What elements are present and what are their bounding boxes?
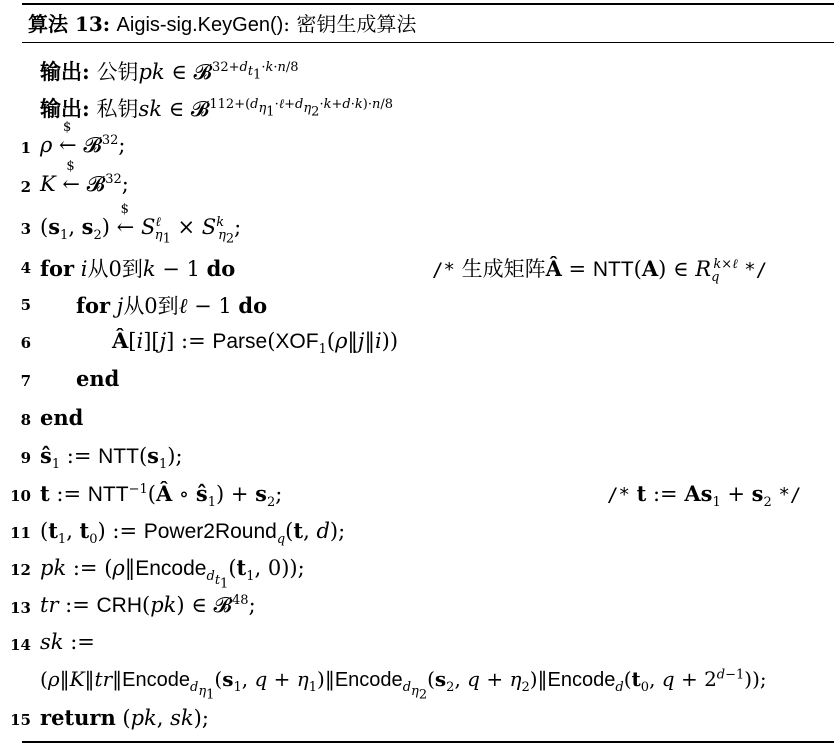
line-code: t := $NTT^{-1}(Â$ ∘ $ŝ_1) + s_2$; — [40, 481, 283, 511]
line-number: 6 — [20, 334, 31, 352]
line-code: sk := — [40, 630, 95, 654]
line-code: ρ ← $ 𝓑$^{32}$; — [40, 120, 126, 157]
line-code: ($\rho‖K‖tr‖Encode_{d_{\eta_1}}(s_1$, $q + \eta_1)‖Encode_{d_{\eta_2}}(s_2$, $q + \eta_2)‖Encode_d(t_0$, $q + 2^{d-1}$)); — [40, 667, 767, 703]
line-number: 14 — [10, 636, 31, 654]
line-code: Â[i][j] := $Parse(XOF_1(\rho‖j‖i))$ — [112, 328, 399, 358]
title-rule — [22, 42, 834, 43]
line-code: ($s_1$, $s_2$) ← $ $S^\ell_{\eta_1} \times S^k_{\eta_2}$; — [40, 202, 242, 247]
line-number: 5 — [20, 296, 31, 314]
top-rule — [22, 3, 834, 5]
line-code: end — [76, 366, 120, 391]
line-code: $ŝ_1$ := $NTT(s_1)$; — [40, 443, 183, 473]
line-number: 8 — [20, 411, 31, 429]
line-code: return (pk, sk); — [40, 705, 209, 730]
line-number: 9 — [20, 449, 31, 467]
line-code: pk := ($\rho‖Encode_{d_{t_1}}(t_1$, 0)); — [40, 555, 305, 592]
line-comment: /* t := $As_1 + s_2$ */ — [607, 481, 802, 511]
output-text: 公钥pk ∈ 𝓑$^{32+d_{t_1}\cdot k\cdot n/8}$ — [96, 60, 299, 84]
line-code: for i从0到k − 1 do — [40, 256, 236, 281]
output-label: 输出: — [40, 59, 90, 84]
algorithm-title — [28, 8, 416, 37]
line-comment: /* 生成矩阵Â = NTT(A) ∈ $R_q^{k\times\ell}$ */ — [432, 256, 768, 286]
line-number: 13 — [10, 599, 31, 617]
line-code: end — [40, 405, 84, 430]
line-code: ($t_1$, $t_0$) := Power2Round$_q$(t, d); — [40, 518, 346, 548]
algorithm-name: Aigis-sig.KeyGen() — [116, 14, 284, 36]
algorithm-label: 算法 13: — [28, 12, 111, 36]
line-number: 10 — [10, 487, 31, 505]
line-number: 11 — [10, 524, 31, 542]
algorithm-colon: : — [283, 12, 291, 36]
algorithm-description: 密钥生成算法 — [296, 12, 417, 36]
line-number: 4 — [20, 259, 31, 277]
line-number: 2 — [20, 178, 31, 196]
line-code: tr := CRH(pk) ∈ 𝓑$^{48}$; — [40, 593, 256, 617]
line-number: 15 — [10, 711, 31, 729]
line-number: 7 — [20, 372, 31, 390]
line-code: for j从0到ℓ − 1 do — [76, 293, 268, 318]
output-text: 私钥sk ∈ 𝓑$^{112+(d_{\eta_1}\cdot\ell+d_{\eta_2}\cdot k+d\cdot k)\cdot n/8}$ — [96, 97, 393, 121]
line-code: K ← $ 𝓑$^{32}$; — [40, 159, 129, 196]
output-label: 输出: — [40, 96, 90, 121]
bottom-rule — [22, 741, 834, 743]
line-number: 12 — [10, 561, 31, 579]
line-number: 1 — [20, 139, 31, 157]
line-number: 3 — [20, 220, 31, 238]
